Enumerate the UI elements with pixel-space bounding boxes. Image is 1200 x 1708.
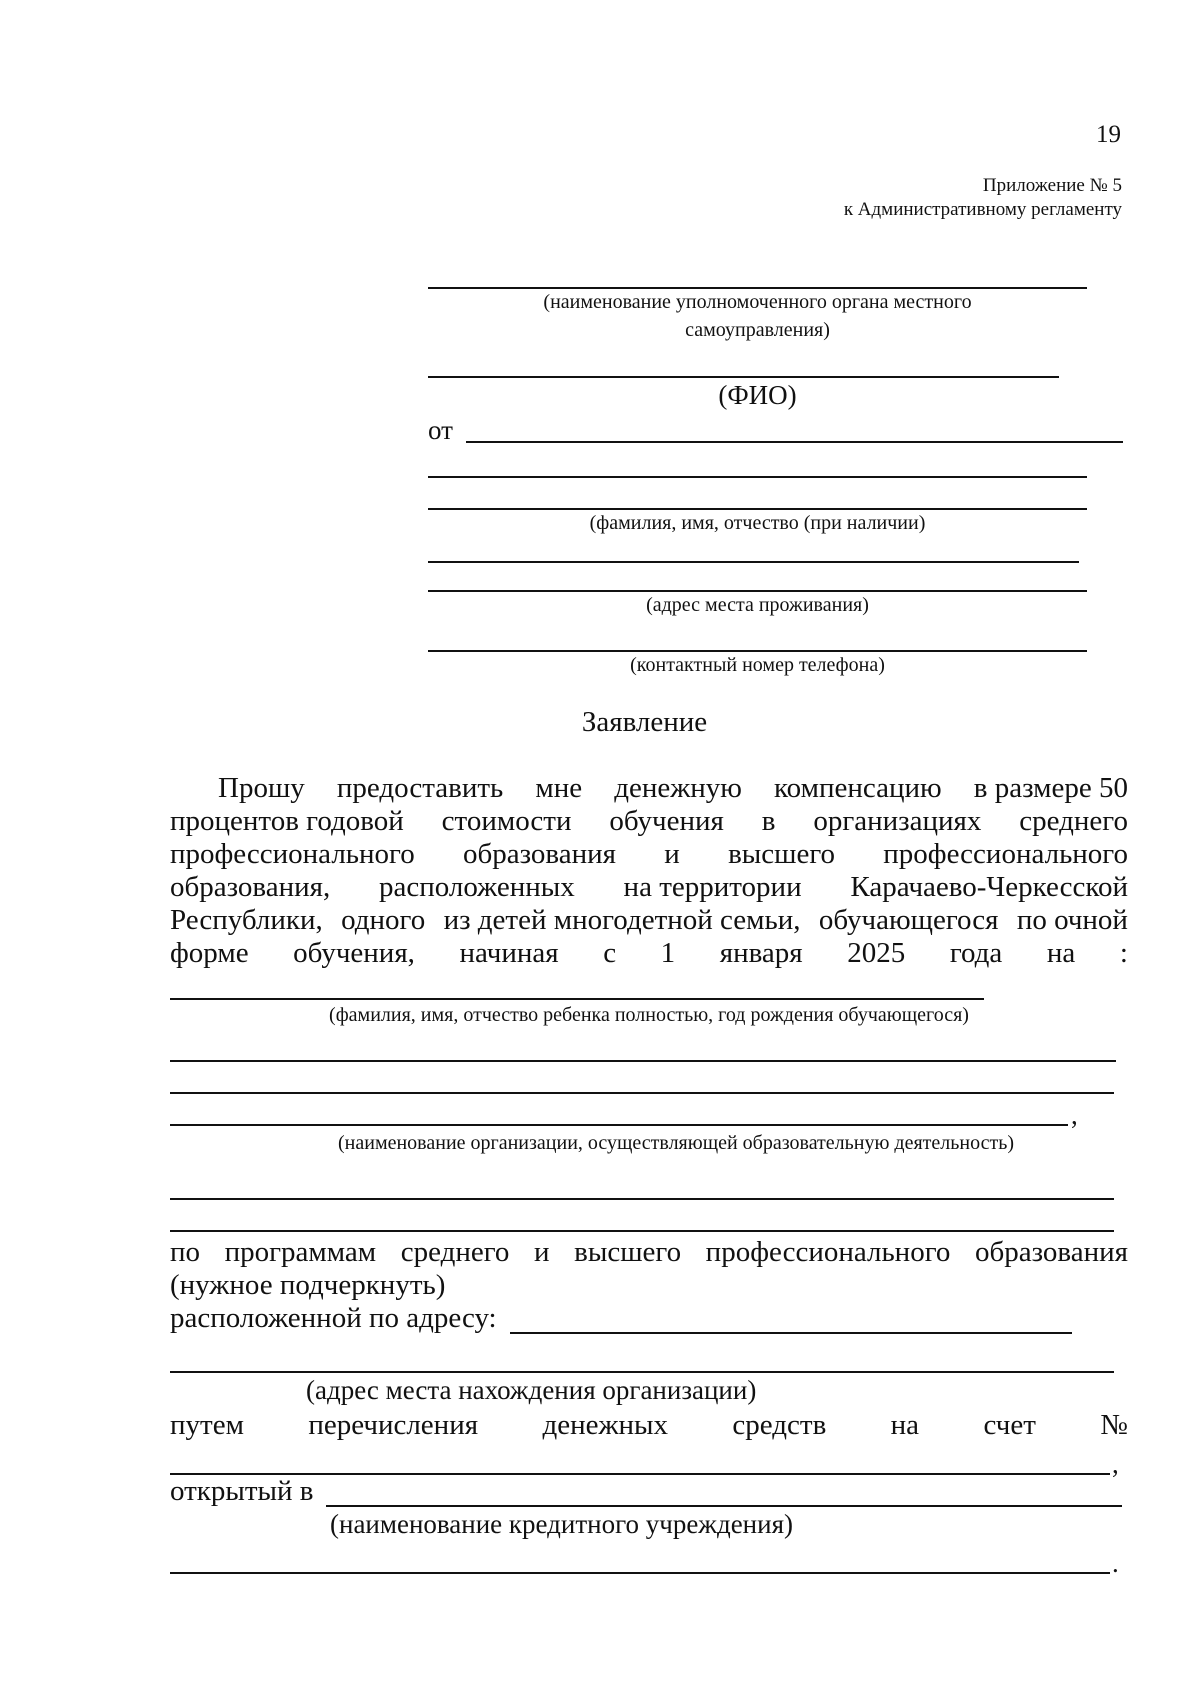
body-word: №	[1100, 1409, 1128, 1441]
authority-caption: (наименование уполномоченного органа местного	[543, 291, 972, 313]
bank-line-2	[170, 1572, 1110, 1574]
organization-line-1	[170, 1060, 1116, 1062]
transfer-line	[170, 1409, 1128, 1442]
body-word: Республики,	[170, 904, 323, 936]
phone-caption: (контактный номер телефона)	[630, 654, 885, 676]
body-word: в	[761, 805, 776, 837]
body-word: Карачаево-Черкесской	[850, 871, 1128, 903]
address-caption: (адрес места проживания)	[646, 594, 869, 616]
fio-line	[428, 376, 1059, 378]
body-word: денежную	[614, 772, 742, 804]
organization-line-3	[170, 1124, 1068, 1126]
body-word: с	[603, 937, 617, 969]
body-word: обучения,	[293, 937, 415, 969]
body-word: денежных	[542, 1409, 669, 1441]
body-word: путем	[170, 1409, 244, 1441]
body-line-4	[170, 871, 1128, 904]
body-word: средств	[732, 1409, 827, 1441]
body-word: Прошу	[218, 772, 305, 804]
fio-label: (ФИО)	[718, 380, 797, 410]
organization-line-comma: ,	[1071, 1100, 1078, 1130]
body-word: образования,	[170, 871, 331, 903]
authority-caption-continued: самоуправления)	[685, 319, 830, 341]
body-word: программам	[224, 1236, 377, 1268]
body-word: счет	[983, 1409, 1036, 1441]
body-word: профессионального	[170, 838, 415, 870]
applicant-line-3	[428, 508, 1087, 510]
body-word: по очной	[1016, 904, 1128, 936]
organization-caption: (наименование организации, осуществляющей образовательную деятельность)	[338, 1132, 1014, 1154]
body-word: на	[890, 1409, 920, 1441]
body-word: стоимости	[441, 805, 572, 837]
body-word: перечисления	[308, 1409, 479, 1441]
body-word: образования	[462, 838, 616, 870]
body-word: профессионального	[705, 1236, 951, 1268]
applicant-line-2	[428, 476, 1087, 478]
body-word: организациях	[813, 805, 982, 837]
body-word: высшего	[728, 838, 835, 870]
body-word: 2025	[847, 937, 906, 969]
address-line-2	[428, 590, 1087, 592]
bank-caption: (наименование кредитного учреждения)	[330, 1509, 793, 1539]
body-word: процентов годовой	[170, 805, 404, 837]
body-line-1	[218, 772, 1128, 805]
body-word: :	[1119, 937, 1128, 969]
child-caption: (фамилия, имя, отчество ребенка полностью, год рождения обучающегося)	[329, 1004, 969, 1026]
statement-title: Заявление	[581, 706, 708, 738]
body-word: начиная	[459, 937, 559, 969]
body-line-6	[170, 937, 1128, 970]
body-word: по	[170, 1236, 201, 1268]
body-word: мне	[535, 772, 583, 804]
body-word: обучения	[609, 805, 724, 837]
programs-line	[170, 1236, 1128, 1269]
closing-period: .	[1112, 1548, 1119, 1578]
account-line-comma: ,	[1112, 1449, 1119, 1479]
underline-note: (нужное подчеркнуть)	[170, 1269, 446, 1301]
body-word: высшего	[574, 1236, 682, 1268]
body-word: из детей многодетной семьи,	[443, 904, 801, 936]
appendix-regulation: к Административному регламенту	[843, 199, 1122, 220]
from-line	[466, 441, 1123, 443]
body-word: в размере 50	[973, 772, 1128, 804]
body-line-2	[170, 805, 1128, 838]
child-name-line	[170, 998, 984, 1000]
from-label: от	[428, 415, 453, 445]
body-word: форме	[170, 937, 249, 969]
body-word: и	[664, 838, 680, 870]
body-word: среднего	[1019, 805, 1128, 837]
organization-line-5	[170, 1230, 1114, 1232]
body-word: среднего	[400, 1236, 510, 1268]
bank-line	[326, 1505, 1122, 1507]
body-word: на	[1046, 937, 1076, 969]
located-at-line	[510, 1332, 1072, 1334]
appendix-number: Приложение № 5	[982, 175, 1122, 196]
body-word: и	[534, 1236, 550, 1268]
body-word: предоставить	[336, 772, 504, 804]
body-word: образования	[974, 1236, 1128, 1268]
body-word: 1	[660, 937, 676, 969]
located-at-label: расположенной по адресу:	[170, 1302, 497, 1334]
org-address-line	[170, 1371, 1114, 1373]
authority-name-line	[428, 287, 1087, 289]
body-word: профессионального	[883, 838, 1128, 870]
body-word: года	[949, 937, 1003, 969]
body-word: компенсацию	[774, 772, 942, 804]
body-word: января	[719, 937, 803, 969]
body-word: одного	[341, 904, 426, 936]
org-address-caption: (адрес места нахождения организации)	[306, 1375, 757, 1405]
body-line-5	[170, 904, 1128, 937]
body-word: обучающегося	[818, 904, 999, 936]
applicant-name-caption: (фамилия, имя, отчество (при наличии)	[589, 512, 926, 534]
organization-line-2	[170, 1092, 1114, 1094]
body-word: расположенных	[379, 871, 575, 903]
address-line-1	[428, 561, 1079, 563]
body-word: на территории	[623, 871, 802, 903]
organization-line-4	[170, 1198, 1114, 1200]
opened-in-label: открытый в	[170, 1475, 314, 1507]
phone-line	[428, 650, 1087, 652]
page-number: 19	[1096, 121, 1121, 148]
body-line-3	[170, 838, 1128, 871]
